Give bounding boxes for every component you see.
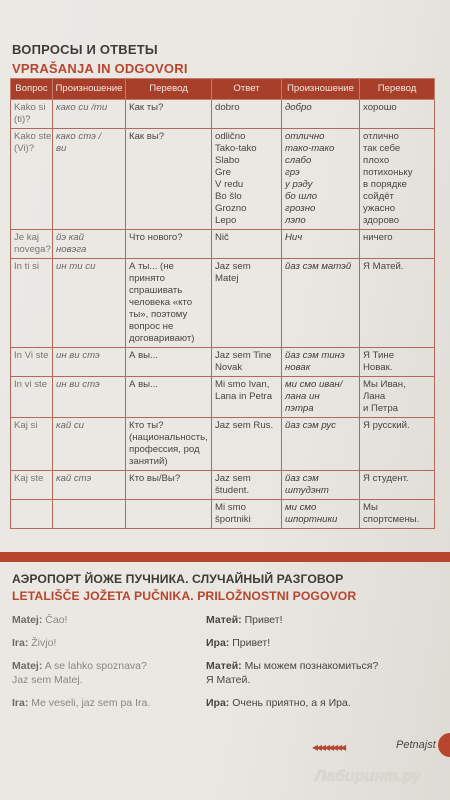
cell-line: ин ви стэ [56,350,100,361]
question-translation-cell [126,129,212,230]
cell-line: dobro [215,102,240,113]
cell-line: у рэду [285,179,313,190]
cell-line: ми смо [285,502,317,513]
cell-line: Jaz sem Rus. [215,420,274,431]
cell-line: А ты... (не [129,261,174,272]
cell-line: добро [285,102,312,113]
answer-cell [212,500,282,529]
dialogue-text: Очень приятно, а я Ира. [232,697,351,709]
answer-translation-cell [360,230,435,259]
dialogue-text: Me veseli, jaz sem pa Ira. [31,697,151,709]
answer-pronunciation-cell [282,259,360,348]
cell-line: Я Матей. [363,261,404,272]
cell-line: Mi smo [215,502,246,513]
cell-line: спортсмены. [363,514,420,525]
cell-line: ви [56,143,67,154]
question-pronunciation-cell [53,348,126,377]
cell-line: грозно [285,203,316,214]
section-title-sl: VPRAŠANJA IN ODGOVORI [12,61,188,76]
speaker-name: Ира: [206,697,230,709]
dialogue-line-ru [206,659,378,687]
cell-line: новак [285,362,311,373]
cell-line: Kaj ste [14,473,44,484]
cell-line: Slabo [215,155,240,166]
questions-answers-table [10,78,435,529]
answer-translation-cell [360,500,435,529]
cell-line: Кто вы/Вы? [129,473,181,484]
cell-line: Лана [363,391,386,402]
cell-line: ты», поэтому [129,309,188,320]
cell-line: športniki [215,514,251,525]
cell-line: Я Тине [363,350,395,361]
page-tab-marker [438,733,450,757]
dialogue-line-sl [12,613,67,627]
cell-line: грэ [285,167,300,178]
dialogue-text: Jaz sem Matej. [12,674,83,686]
cell-line: сойдёт [363,191,394,202]
question-pronunciation-cell [53,259,126,348]
answer-pronunciation-cell [282,100,360,129]
dialogue-text: Živjo! [31,637,57,649]
question-cell [11,418,53,471]
cell-line: так себе [363,143,401,154]
question-translation-cell [126,418,212,471]
cell-line: Мы Иван, [363,379,406,390]
question-pronunciation-cell [53,129,126,230]
cell-line: Кто ты? [129,420,164,431]
cell-line: слабо [285,155,312,166]
cell-line: V redu [215,179,244,190]
cell-line: договаривают) [129,333,195,344]
cell-line: лана ин [285,391,320,402]
cell-line: ужасно [363,203,396,214]
question-translation-cell [126,100,212,129]
cell-line: Novak [215,362,243,373]
cell-line: спрашивать [129,285,183,296]
cell-line: In vi ste [14,379,48,390]
table-row [11,259,435,348]
dialogue-text: A se lahko spoznava? [44,660,147,672]
header-answer: Ответ [212,79,282,100]
question-cell [11,471,53,500]
cell-line: принято [129,273,166,284]
cell-line: йаз сэм [285,473,319,484]
dialogue-text: Привет! [232,637,271,649]
table-header-row [11,79,435,100]
dialogue-text: Čao! [45,614,68,626]
speaker-name: Ira: [12,697,29,709]
question-pronunciation-cell [53,418,126,471]
speaker-name: Матей: [206,660,242,672]
watermark: Лабиринт.ру [315,768,421,785]
cell-line: А вы... [129,350,159,361]
answer-cell [212,418,282,471]
answer-translation-cell [360,100,435,129]
dialogue-line-ru [206,613,283,627]
cell-line: ми смо иван/ [285,379,343,390]
question-cell [11,100,53,129]
cell-line: ин ти си [56,261,96,272]
table-row [11,129,435,230]
cell-line: новэга [56,244,87,255]
answer-pronunciation-cell [282,230,360,259]
answer-cell [212,129,282,230]
dialogue-line-sl [12,659,147,687]
answer-pronunciation-cell [282,418,360,471]
question-translation-cell [126,377,212,418]
question-translation-cell [126,471,212,500]
header-question-pronunciation: Произношение [53,79,126,100]
table-row [11,348,435,377]
cell-line: Tako-tako [215,143,257,154]
cell-line: Как ты? [129,102,164,113]
header-question: Вопрос [11,79,53,100]
answer-cell [212,259,282,348]
cell-line: In Vi ste [14,350,49,361]
dialogue-text: Мы можем познакомиться? [244,660,379,672]
answer-cell [212,471,282,500]
answer-translation-cell [360,471,435,500]
cell-line: кай стэ [56,473,92,484]
cell-line: плохо [363,155,390,166]
question-translation-cell [126,500,212,529]
cell-line: кай си [56,420,84,431]
question-cell [11,500,53,529]
cell-line: študent. [215,485,250,496]
cell-line: шпортники [285,514,338,525]
cell-line: ничего [363,232,393,243]
table-row [11,230,435,259]
cell-line: и Петра [363,403,399,414]
question-pronunciation-cell [53,500,126,529]
cell-line: вопрос не [129,321,174,332]
cell-line: Я русский. [363,420,410,431]
cell-line: йаз сэм рус [285,420,336,431]
cell-line: Что нового? [129,232,183,243]
speaker-name: Matej: [12,614,43,626]
cell-line: в порядке [363,179,407,190]
answer-pronunciation-cell [282,348,360,377]
cell-line: Lana in Petra [215,391,273,402]
cell-line: Gre [215,167,231,178]
speaker-name: Matej: [12,660,43,672]
answer-translation-cell [360,418,435,471]
speaker-name: Матей: [206,614,242,626]
dialogue-line-ru [206,696,351,710]
dialogue-text: Я Матей. [206,674,251,686]
cell-line: йаз сэм тинэ [285,350,345,361]
question-cell [11,129,53,230]
cell-line: отлично [285,131,325,142]
question-translation-cell [126,230,212,259]
question-cell [11,259,53,348]
speaker-name: Ира: [206,637,230,649]
cell-line: человека «кто [129,297,193,308]
answer-pronunciation-cell [282,471,360,500]
cell-line: занятий) [129,456,168,467]
cell-line: штудэнт [285,485,329,496]
cell-line: (Vi)? [14,143,35,154]
cell-line: Jaz sem [215,473,251,484]
question-cell [11,377,53,418]
answer-cell [212,377,282,418]
table-row [11,500,435,529]
dialogue-text: Привет! [244,614,283,626]
cell-line: Je kaj [14,232,40,243]
answer-cell [212,100,282,129]
header-answer-translation: Перевод [360,79,435,100]
header-answer-pronunciation: Произношение [282,79,360,100]
footer-arrows-icon: ◂◂◂◂◂◂◂◂ [312,740,345,754]
cell-line: Kaj si [14,420,38,431]
cell-line: novega? [14,244,51,255]
answer-translation-cell [360,348,435,377]
cell-line: In ti si [14,261,40,272]
cell-line: како стэ / [56,131,102,142]
question-pronunciation-cell [53,377,126,418]
cell-line: здорово [363,215,400,226]
answer-translation-cell [360,129,435,230]
page-number-word: Petnajst [396,739,436,751]
conversation-title-ru: АЭРОПОРТ ЙОЖЕ ПУЧНИКА. СЛУЧАЙНЫЙ РАЗГОВОР [12,572,344,586]
cell-line: хорошо [363,102,397,113]
question-pronunciation-cell [53,471,126,500]
conversation-title-sl: LETALIŠČE JOŽETA PUČNIKA. PRILOŽNOSTNI POGOVOR [12,589,357,603]
cell-line: Мы [363,502,378,513]
cell-line: йэ кай [56,232,84,243]
cell-line: профессия, род [129,444,200,455]
table-row [11,100,435,129]
section-divider-bar [0,552,450,562]
cell-line: Jaz sem Tine [215,350,272,361]
speaker-name: Ira: [12,637,29,649]
question-pronunciation-cell [53,100,126,129]
cell-line: Mi smo Ivan, [215,379,270,390]
cell-line: odlično [215,131,246,142]
cell-line: Kako si [14,102,46,113]
cell-line: Нич [285,232,303,243]
table-body [11,100,435,529]
cell-line: А вы... [129,379,159,390]
table-row [11,377,435,418]
cell-line: Matej [215,273,239,284]
dialogue-line-sl [12,636,56,650]
cell-line: Bo šlo [215,191,242,202]
table-row [11,471,435,500]
section-title-ru: ВОПРОСЫ И ОТВЕТЫ [12,42,158,57]
answer-pronunciation-cell [282,377,360,418]
cell-line: йаз сэм матэй [285,261,352,272]
table-row [11,418,435,471]
cell-line: Grozno [215,203,247,214]
cell-line: потихоньку [363,167,413,178]
dialogue-line-sl [12,696,150,710]
answer-pronunciation-cell [282,500,360,529]
cell-line: отлично [363,131,399,142]
cell-line: (ti)? [14,114,31,125]
cell-line: (национальность, [129,432,208,443]
answer-pronunciation-cell [282,129,360,230]
header-question-translation: Перевод [126,79,212,100]
cell-line: како си /ти [56,102,108,113]
cell-line: бо шло [285,191,318,202]
cell-line: пэтра [285,403,314,414]
answer-cell [212,230,282,259]
cell-line: Lepo [215,215,237,226]
cell-line: Как вы? [129,131,165,142]
question-pronunciation-cell [53,230,126,259]
cell-line: Новак. [363,362,393,373]
cell-line: Kako ste [14,131,52,142]
question-cell [11,348,53,377]
dialogue-line-ru [206,636,270,650]
cell-line: тако-тако [285,143,335,154]
cell-line: Jaz sem [215,261,251,272]
question-translation-cell [126,348,212,377]
cell-line: ин ви стэ [56,379,100,390]
cell-line: Nič [215,232,229,243]
cell-line: лэпо [285,215,306,226]
answer-translation-cell [360,377,435,418]
answer-translation-cell [360,259,435,348]
answer-cell [212,348,282,377]
question-cell [11,230,53,259]
cell-line: Я студент. [363,473,409,484]
question-translation-cell [126,259,212,348]
